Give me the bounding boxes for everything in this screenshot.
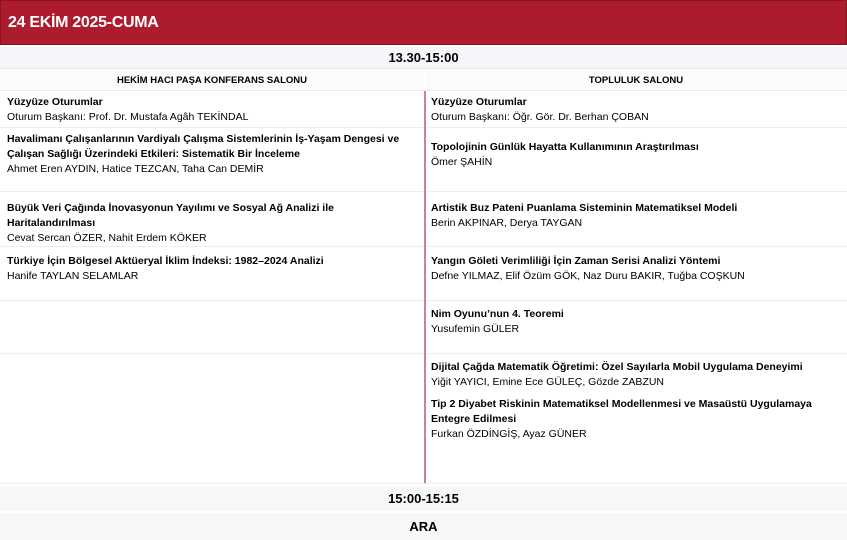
session-chair: Oturum Başkanı: Prof. Dr. Mustafa Agâh TEKİNDAL: [7, 111, 249, 123]
row-separator: [0, 300, 424, 301]
right-paper-3: [431, 254, 841, 284]
paper-title: Artistik Buz Pateni Puanlama Sisteminin Matematiksel Modeli: [431, 202, 738, 214]
session-title: Yüzyüze Oturumlar: [431, 96, 527, 108]
session-chair: Oturum Başkanı: Öğr. Gör. Dr. Berhan ÇOBAN: [431, 111, 649, 123]
paper-authors: Hanife TAYLAN SELAMLAR: [7, 270, 139, 282]
date-header: [0, 0, 847, 45]
column-divider: [424, 91, 426, 483]
break-time: 15:00-15:15: [0, 487, 847, 511]
right-paper-4: [431, 307, 841, 337]
paper-title: Tip 2 Diyabet Riskinin Matematiksel Modellenmesi ve Masaüstü Uygulamaya Entegre Edilmesi: [431, 398, 812, 425]
paper-title: Büyük Veri Çağında İnovasyonun Yayılımı ve Sosyal Ağ Analizi ile Haritalandırılması: [7, 202, 334, 229]
paper-title: Türkiye İçin Bölgesel Aktüeryal İklim İndeksi: 1982–2024 Analizi: [7, 255, 324, 267]
row-separator: [426, 246, 847, 247]
row-separator: [426, 127, 847, 128]
paper-authors: Berin AKPINAR, Derya TAYGAN: [431, 217, 583, 229]
paper-authors: Defne YILMAZ, Elif Özüm GÖK, Naz Duru BAKIR, Tuğba COŞKUN: [431, 270, 745, 282]
left-paper-2: [7, 201, 422, 246]
paper-authors: Cevat Sercan ÖZER, Nahit Erdem KÖKER: [7, 232, 207, 244]
right-session-chair: [431, 95, 841, 125]
row-separator: [426, 300, 847, 301]
hall-header-left: HEKİM HACI PAŞA KONFERANS SALONU: [0, 70, 424, 91]
break-label: ARA: [0, 513, 847, 540]
left-paper-3: [7, 254, 419, 284]
paper-authors: Furkan ÖZDİNGİŞ, Ayaz GÜNER: [431, 428, 587, 440]
paper-title: Havalimanı Çalışanlarının Vardiyalı Çalışma Sistemlerinin İş-Yaşam Dengesi ve Çalışan Sağlığı Üzerindeki Etkileri: Sistematik Bir İnceleme: [7, 133, 400, 160]
paper-title: Topolojinin Günlük Hayatta Kullanımının Araştırılması: [431, 141, 699, 153]
row-separator: [0, 353, 424, 354]
row-separator: [0, 483, 847, 484]
paper-authors: Ömer ŞAHİN: [431, 156, 493, 168]
right-paper-5: [431, 360, 841, 390]
paper-title: Dijital Çağda Matematik Öğretimi: Özel Sayılarla Mobil Uygulama Deneyimi: [431, 361, 803, 373]
row-separator: [0, 191, 424, 192]
left-session-chair: [7, 95, 419, 125]
paper-title: Nim Oyunu’nun 4. Teoremi: [431, 308, 564, 320]
paper-title: Yangın Göleti Verimliliği İçin Zaman Serisi Analizi Yöntemi: [431, 255, 721, 267]
row-separator: [426, 191, 847, 192]
hall-header-right: TOPLULUK SALONU: [425, 70, 847, 91]
right-paper-2: [431, 201, 841, 231]
row-separator: [0, 246, 424, 247]
paper-authors: Ahmet Eren AYDIN, Hatice TEZCAN, Taha Can DEMİR: [7, 163, 264, 175]
paper-authors: Yusufemin GÜLER: [431, 323, 520, 335]
paper-authors: Yiğit YAYICI, Emine Ece GÜLEÇ, Gözde ZABZUN: [431, 376, 665, 388]
session-title: Yüzyüze Oturumlar: [7, 96, 103, 108]
right-paper-1: [431, 140, 841, 170]
left-paper-1: [7, 132, 419, 177]
right-paper-6: [431, 397, 831, 442]
row-separator: [426, 353, 847, 354]
session-time: 13.30-15:00: [0, 47, 847, 69]
date-title: 24 EKİM 2025-CUMA: [8, 14, 159, 31]
row-separator: [0, 127, 424, 128]
